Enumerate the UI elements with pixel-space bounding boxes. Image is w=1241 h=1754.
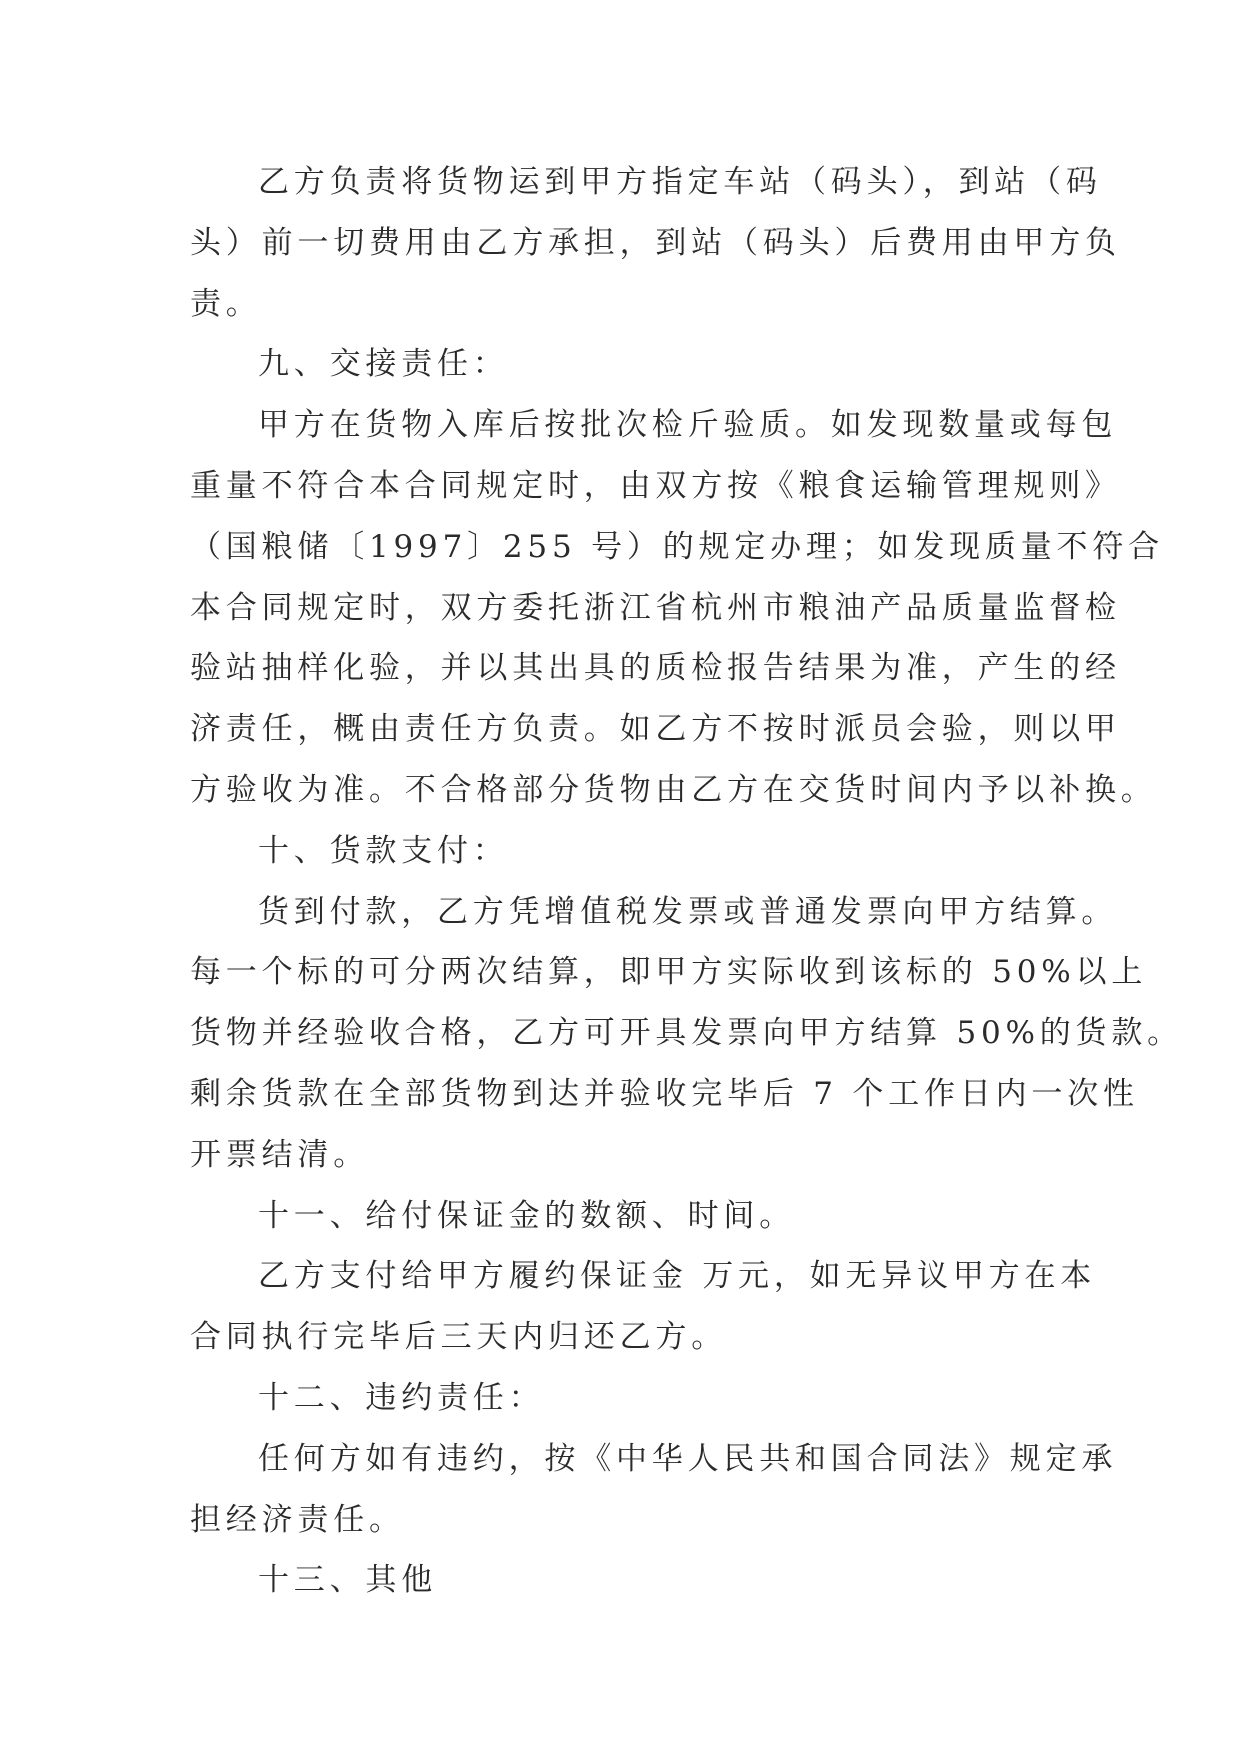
- paragraph-line: 头）前一切费用由乙方承担，到站（码头）后费用由甲方负: [190, 224, 1121, 261]
- paragraph-line: 开票结清。: [190, 1136, 369, 1173]
- paragraph-line: 每一个标的可分两次结算，即甲方实际收到该标的 50%以上: [190, 954, 1148, 991]
- paragraph-line: 乙方负责将货物运到甲方指定车站（码头），到站（码: [258, 164, 1102, 200]
- paragraph-line: 甲方在货物入库后按批次检斤验质。如发现数量或每包: [258, 407, 1118, 444]
- paragraph-line: 本合同规定时，双方委托浙江省杭州市粮油产品质量监督检: [190, 589, 1121, 626]
- document-body: [190, 152, 1183, 1611]
- paragraph-line: 剩余货款在全部货物到达并验收完毕后 7 个工作日内一次性: [190, 1075, 1139, 1112]
- paragraph-line: 乙方支付给甲方履约保证金 万元，如无异议甲方在本: [258, 1258, 1097, 1295]
- section-heading-11: 十一、给付保证金的数额、时间。: [258, 1197, 795, 1234]
- paragraph-line: 任何方如有违约，按《中华人民共和国合同法》规定承: [258, 1440, 1118, 1477]
- paragraph-line: （国粮储〔1997〕255 号）的规定办理；如发现质量不符合: [190, 528, 1164, 565]
- section-heading-10: 十、货款支付：: [258, 832, 509, 869]
- paragraph-line: 货到付款，乙方凭增值税发票或普通发票向甲方结算。: [258, 893, 1118, 930]
- paragraph-line: 责。: [190, 285, 262, 322]
- paragraph-line: 重量不符合本合同规定时，由双方按《粮食运输管理规则》: [190, 467, 1121, 504]
- paragraph-line: 货物并经验收合格，乙方可开具发票向甲方结算 50%的货款。: [190, 1015, 1183, 1052]
- paragraph-line: 济责任，概由责任方负责。如乙方不按时派员会验，则以甲: [190, 711, 1121, 748]
- paragraph-line: 方验收为准。不合格部分货物由乙方在交货时间内予以补换。: [190, 771, 1157, 808]
- section-heading-9: 九、交接责任：: [258, 346, 509, 383]
- paragraph-line: 验站抽样化验，并以其出具的质检报告结果为准，产生的经: [190, 650, 1121, 687]
- section-heading-12: 十二、违约责任：: [258, 1379, 545, 1416]
- section-heading-13: 十三、其他: [258, 1562, 437, 1599]
- paragraph-line: 合同执行完毕后三天内归还乙方。: [190, 1319, 727, 1356]
- paragraph-line: 担经济责任。: [190, 1501, 405, 1538]
